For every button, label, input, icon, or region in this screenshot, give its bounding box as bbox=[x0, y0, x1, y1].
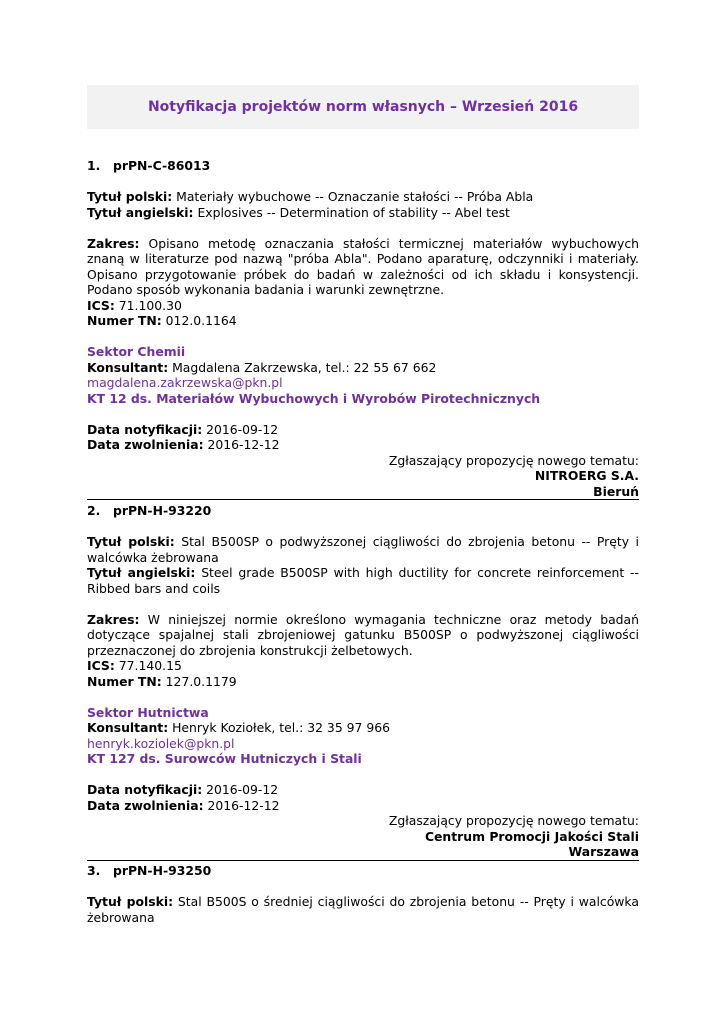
title-en: Tytuł angielski: Steel grade B500SP with high ductility for concrete reinforcement -- Ribbed bars and coils bbox=[87, 565, 639, 596]
proposer-name: Centrum Promocji Jakości Stali bbox=[424, 828, 639, 844]
entry-number: 2. prPN-H-93220 bbox=[87, 503, 212, 518]
notification-date: Data notyfikacji: 2016-09-12 bbox=[87, 421, 279, 437]
email-link[interactable]: henryk.koziolek@pkn.pl bbox=[87, 735, 235, 751]
title-banner bbox=[87, 85, 639, 129]
ics: ICS: 71.100.30 bbox=[87, 297, 182, 313]
tn-number: Numer TN: 127.0.1179 bbox=[87, 673, 237, 689]
entry-1 bbox=[87, 158, 639, 500]
entry-code: prPN-H-93250 bbox=[113, 863, 212, 878]
entry-3 bbox=[87, 863, 639, 925]
entry-code: prPN-C-86013 bbox=[113, 158, 211, 173]
entry-number: 1. prPN-C-86013 bbox=[87, 158, 211, 173]
consultant: Konsultant: Magdalena Zakrzewska, tel.: 22 55 67 662 bbox=[87, 359, 437, 375]
sector: Sektor Chemii bbox=[87, 344, 186, 359]
committee: KT 127 ds. Surowców Hutniczych i Stali bbox=[87, 751, 362, 766]
tn-number: Numer TN: 012.0.1164 bbox=[87, 313, 237, 328]
committee: KT 12 ds. Materiałów Wybuchowych i Wyrobów Pirotechnicznych bbox=[87, 390, 541, 406]
email-link[interactable]: magdalena.zakrzewska@pkn.pl bbox=[87, 375, 283, 390]
sector: Sektor Hutnictwa bbox=[87, 704, 209, 720]
notification-date: Data notyfikacji: 2016-09-12 bbox=[87, 782, 279, 797]
release-date: Data zwolnienia: 2016-12-12 bbox=[87, 437, 280, 452]
scope: Zakres: W niniejszej normie określono wymagania techniczne oraz metody badań dotyczące spajalnej stali zbrojeniowej gatunku B500SP o podwyższonej ciągliwości przeznaczonej do zbrojenia konstrukcji żelbetowych. bbox=[87, 611, 639, 658]
entry-2 bbox=[87, 503, 639, 861]
title-en: Tytuł angielski: Explosives -- Determination of stability -- Abel test bbox=[87, 204, 510, 220]
proposer-city: Warszawa bbox=[568, 844, 639, 859]
proposer-label: Zgłaszający propozycję nowego tematu: bbox=[388, 813, 639, 828]
page-title: Notyfikacja projektów norm własnych – Wrzesień 2016 bbox=[147, 99, 579, 115]
release-date: Data zwolnienia: 2016-12-12 bbox=[87, 797, 280, 813]
entry-number: 3. prPN-H-93250 bbox=[87, 863, 212, 878]
proposer-city: Bieruń bbox=[593, 483, 639, 499]
entry-code: prPN-H-93220 bbox=[113, 503, 212, 518]
title-pl: Tytuł polski: Stal B500S o średniej ciągliwości do zbrojenia betonu -- Pręty i walcówka żebrowana bbox=[87, 894, 639, 925]
ics: ICS: 77.140.15 bbox=[87, 658, 182, 673]
proposer-name: NITROERG S.A. bbox=[534, 468, 639, 483]
proposer-label: Zgłaszający propozycję nowego tematu: bbox=[388, 452, 639, 468]
scope: Zakres: Opisano metodę oznaczania stałości termicznej materiałów wybuchowych znaną w literaturze pod nazwą "próba Abla". Podano aparaturę, odczynniki i materiały. Opisano przygotowanie próbek do badań w zależności od ich składu i konsystencji. Podano sposób wykonania badania i warunki zewnętrzne. bbox=[87, 235, 639, 297]
title-pl: Tytuł polski: Stal B500SP o podwyższonej ciągliwości do zbrojenia betonu -- Pręty i walcówka żebrowana bbox=[87, 534, 639, 565]
title-pl: Tytuł polski: Materiały wybuchowe -- Oznaczanie stałości -- Próba Abla bbox=[87, 189, 534, 204]
consultant: Konsultant: Henryk Koziołek, tel.: 32 35 97 966 bbox=[87, 720, 390, 735]
